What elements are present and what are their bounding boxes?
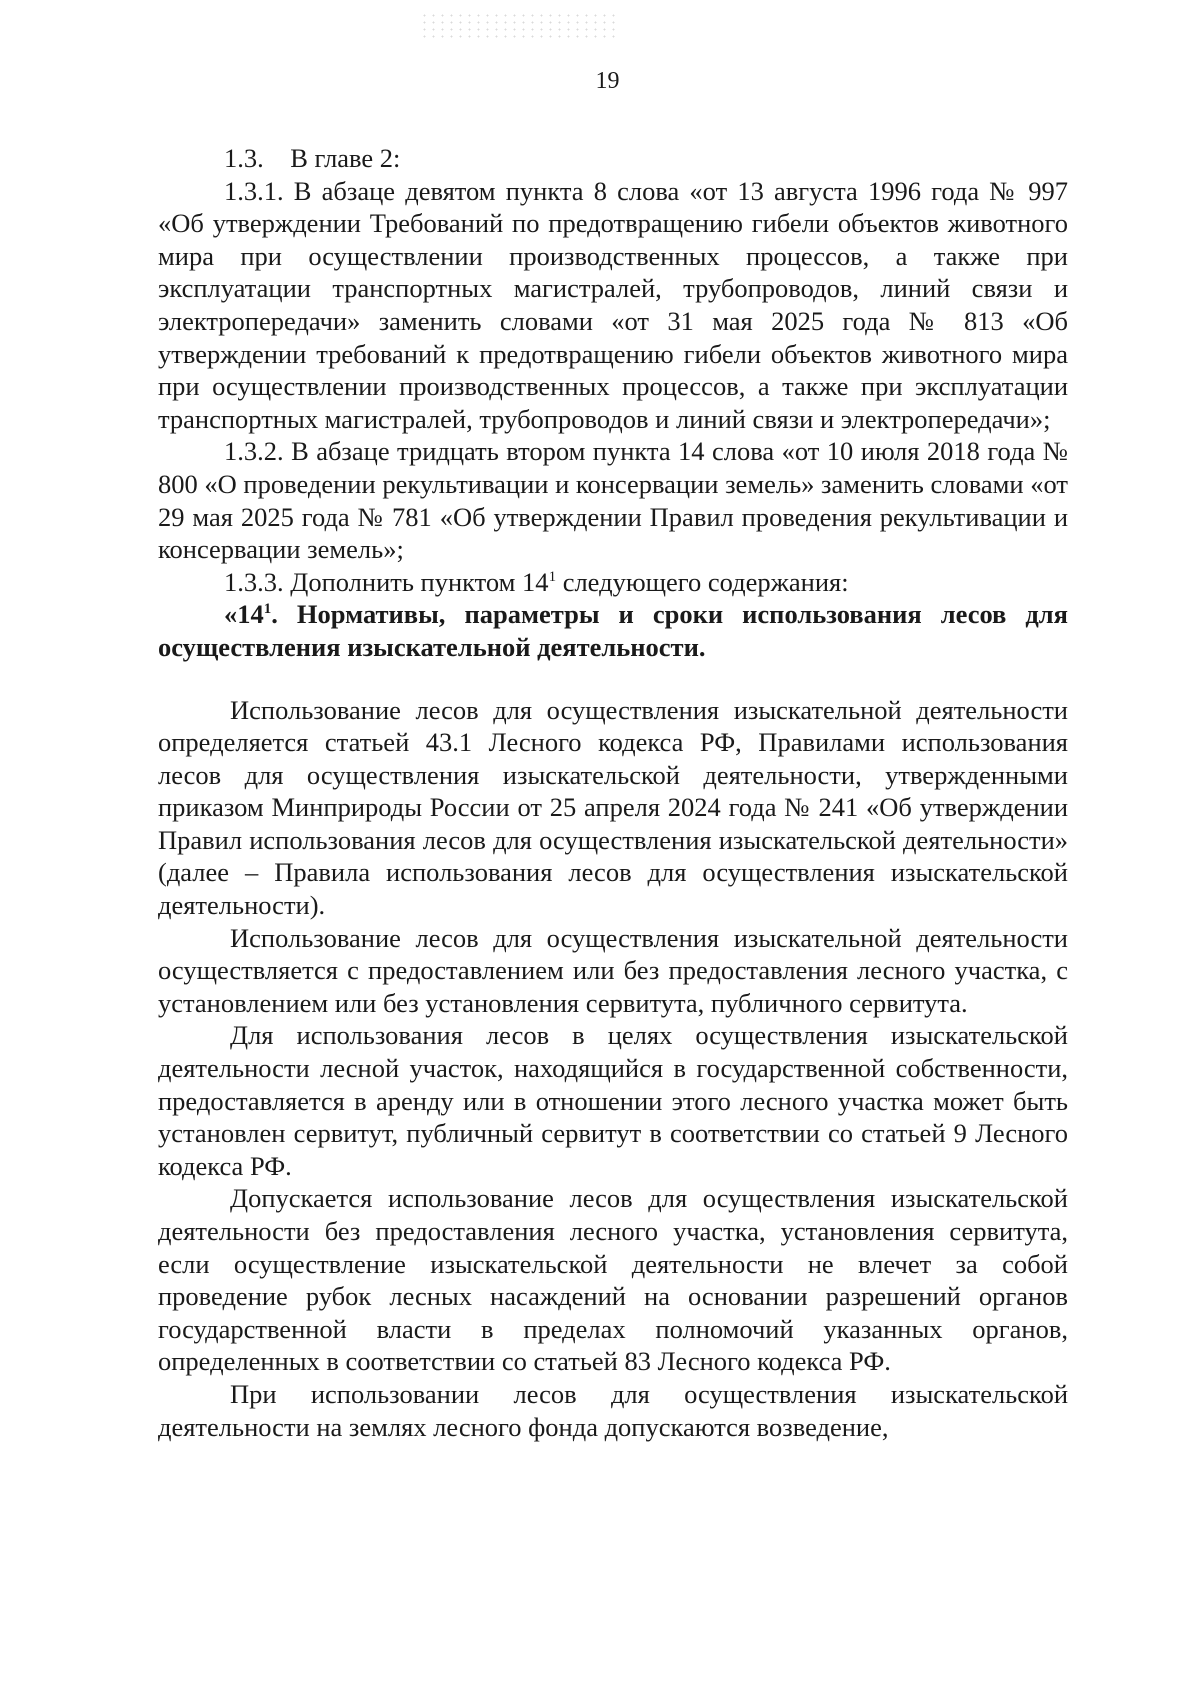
heading-text: . Нормативы, параметры и сроки использования лесов для осуществления изыскательной деятельности. bbox=[158, 599, 1068, 662]
paragraph-construction: При использовании лесов для осуществления изыскательской деятельности на землях лесного фонда допускаются возведение, bbox=[158, 1378, 1068, 1442]
paragraph-1-3-3 bbox=[158, 566, 1068, 599]
paragraph-permitted: Допускается использование лесов для осуществления изыскательской деятельности без предоставления лесного участка, установления сервитута, если осуществление изыскательской деятельности не влечет за собой проведение рубок лесных насаждений на основании разрешений органов государственной власти в пределах полномочий указанных органов, определенных в соответствии со статьей 83 Лесного кодекса РФ. bbox=[158, 1183, 1068, 1377]
heading-superscript: 1 bbox=[263, 601, 272, 618]
paragraph-1-3-3-tail: следующего содержания: bbox=[556, 566, 849, 597]
spacer bbox=[158, 664, 1068, 694]
paragraph-1-3-1: 1.3.1. В абзаце девятом пункта 8 слова «от 13 августа 1996 года № 997 «Об утверждении Требований по предотвращению гибели объектов животного мира при осуществлении производственных процессов, а также при эксплуатации транспортных магистралей, трубопроводов, линий связи и электропередачи» заменить словами «от 31 мая 2025 года № 813 «Об утверждении требований к предотвращению гибели объектов животного мира при осуществлении производственных процессов, а также при эксплуатации транспортных магистралей, трубопроводов и линий связи и электропередачи»; bbox=[158, 175, 1068, 434]
paragraph-usage: Использование лесов для осуществления изыскательной деятельности определяется статьей 43.1 Лесного кодекса РФ, Правилами использования лесов для осуществления изыскательской деятельности, утвержденными приказом Минприроды России от 25 апреля 2024 года № 241 «Об утверждении Правил использования лесов для осуществления изыскательской деятельности» (далее – Правила использования лесов для осуществления изыскательской деятельности). bbox=[158, 694, 1068, 921]
section-heading bbox=[158, 598, 1068, 663]
page-number: 19 bbox=[595, 68, 620, 94]
paragraph-lease: Для использования лесов в целях осуществления изыскательской деятельности лесной участок, находящийся в государственной собственности, предоставляется в аренду или в отношении этого лесного участка может быть установлен сервитут, публичный сервитут в соответствии со статьей 9 Лесного кодекса РФ. bbox=[158, 1020, 1068, 1181]
heading-prefix: «14 bbox=[224, 599, 264, 630]
scan-noise bbox=[420, 12, 620, 42]
superscript: 1 bbox=[548, 568, 557, 585]
paragraph-1-3-2: 1.3.2. В абзаце тридцать втором пункта 14 слова «от 10 июля 2018 года № 800 «О проведении рекультивации и консервации земель» заменить словами «от 29 мая 2025 года № 781 «Об утверждении Правил проведения рекультивации и консервации земель»; bbox=[158, 436, 1068, 565]
paragraph-1-3-3-text: 1.3.3. Дополнить пунктом 14 bbox=[224, 566, 549, 597]
paragraph-1-3: 1.3. В главе 2: bbox=[224, 143, 401, 173]
document-body bbox=[158, 142, 1068, 1443]
paragraph-provision: Использование лесов для осуществления изыскательной деятельности осуществляется с предоставлением или без предоставления лесного участка, с установлением или без установления сервитута, публичного сервитута. bbox=[158, 922, 1068, 1018]
